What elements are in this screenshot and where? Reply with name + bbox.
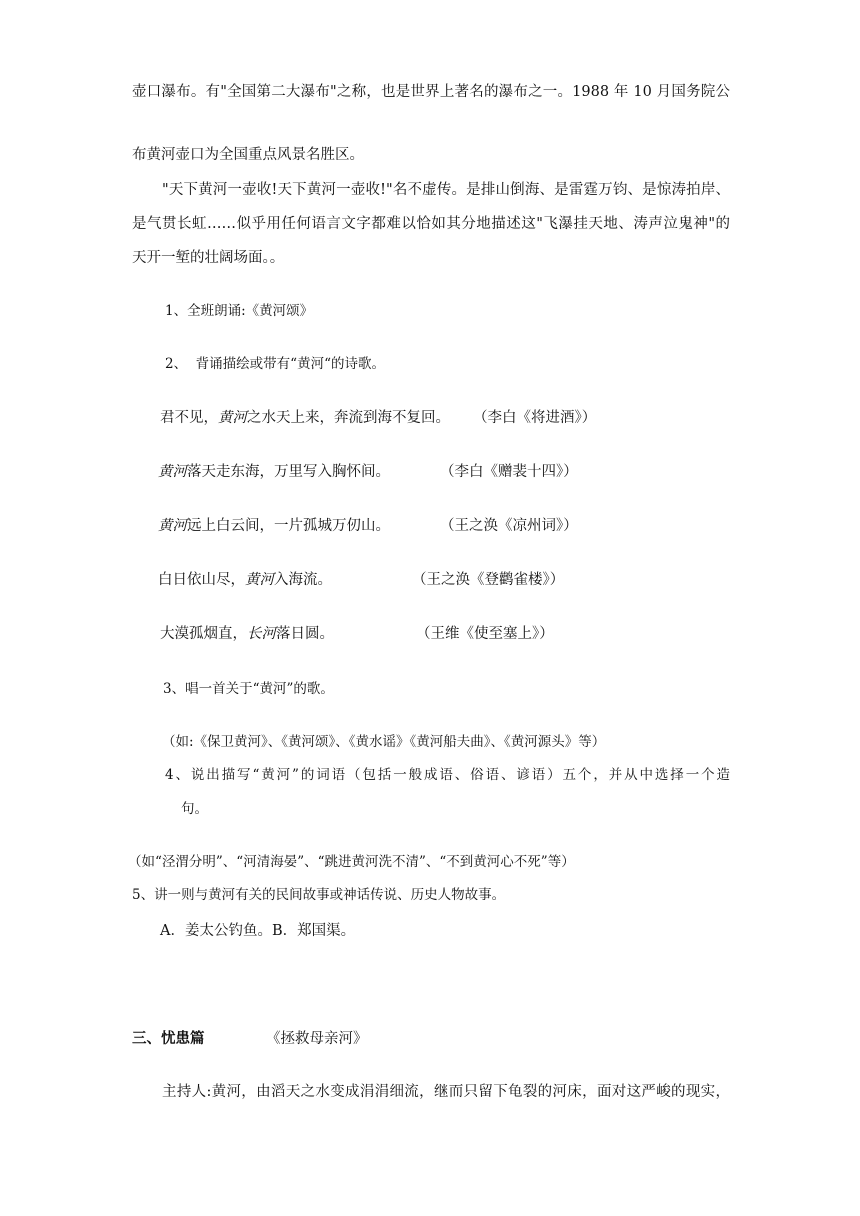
poem-text: 远上白云间，一片孤城万仞山。	[187, 518, 390, 534]
poem-source: （李白《赠裴十四》）	[440, 464, 578, 480]
poem-line	[158, 570, 565, 590]
item-2-poems: 2、 背诵描绘或带有“黄河“的诗歌。	[165, 356, 385, 372]
poem-italic-word: 黄河	[218, 410, 247, 426]
item-3-song: 3、唱一首关于“黄河”的歌。	[163, 681, 334, 697]
poem-italic-word: 长河	[247, 626, 276, 642]
section-3-heading: 三、忧患篇	[132, 1030, 205, 1047]
poem-source: （王之涣《登鹳雀楼》）	[412, 572, 565, 588]
item-4-line-2: 句。	[181, 801, 208, 817]
section-3-title: 《拯救母亲河》	[266, 1031, 368, 1047]
poem-text: 之水天上来，奔流到海不复回。	[247, 410, 450, 426]
item-4-line-1: 4、说出描写“黄河”的词语（包括一般成语、俗语、谚语）五个，并从中选择一个造	[165, 767, 730, 783]
poem-text: 大漠孤烟直，	[160, 626, 247, 642]
poem-italic-word: 黄河	[158, 464, 187, 480]
poem-source: （王维《使至塞上》）	[416, 626, 554, 642]
item-5-story: 5、讲一则与黄河有关的民间故事或神话传说、历史人物故事。	[132, 887, 506, 903]
poem-italic-word: 黄河	[245, 572, 274, 588]
poem-source: （李白《将进酒》）	[473, 410, 597, 426]
host-line: 主持人:黄河，由滔天之水变成涓涓细流，继而只留下龟裂的河床，面对这严峻的现实，	[162, 1084, 730, 1100]
item-3-examples: （如:《保卫黄河》、《黄河颂》、《黄水谣》《黄河船夫曲》、《黄河源头》等）	[162, 734, 606, 750]
poem-text: 君不见，	[160, 410, 218, 426]
intro-line-2: 布黄河壶口为全国重点风景名胜区。	[132, 147, 364, 163]
poem-line	[160, 408, 597, 428]
item-1-recite: 1、全班朗诵:《黄河颂》	[165, 303, 314, 319]
poem-line	[158, 516, 578, 536]
intro-line-3: "天下黄河一壶收!天下黄河一壶收!"名不虚传。是排山倒海、是雷霆万钧、是惊涛拍岸、	[162, 182, 730, 198]
poem-line	[158, 462, 578, 482]
poem-text: 落天走东海，万里写入胸怀间。	[187, 464, 390, 480]
poem-text: 落日圆。	[276, 626, 334, 642]
intro-line-5: 天开一堑的壮阔场面。。	[132, 250, 285, 266]
item-5-options: A．姜太公钓鱼。B．郑国渠。	[160, 923, 356, 939]
poem-italic-word: 黄河	[158, 518, 187, 534]
intro-line-4: 是气贯长虹……似乎用任何语言文字都难以恰如其分地描述这"飞瀑挂天地、涛声泣鬼神"的	[132, 216, 730, 232]
poem-text: 白日依山尽，	[158, 572, 245, 588]
poem-source: （王之涣《凉州词》）	[440, 518, 578, 534]
poem-text: 入海流。	[274, 572, 332, 588]
poem-line	[160, 624, 554, 644]
item-4-examples: （如“泾渭分明”、“河清海晏”、“跳进黄河洗不清”、“不到黄河心不死”等）	[128, 854, 575, 870]
intro-line-1: 壶口瀑布。有"全国第二大瀑布"之称，也是世界上著名的瀑布之一。1988 年 10 月国务院公	[132, 84, 730, 100]
